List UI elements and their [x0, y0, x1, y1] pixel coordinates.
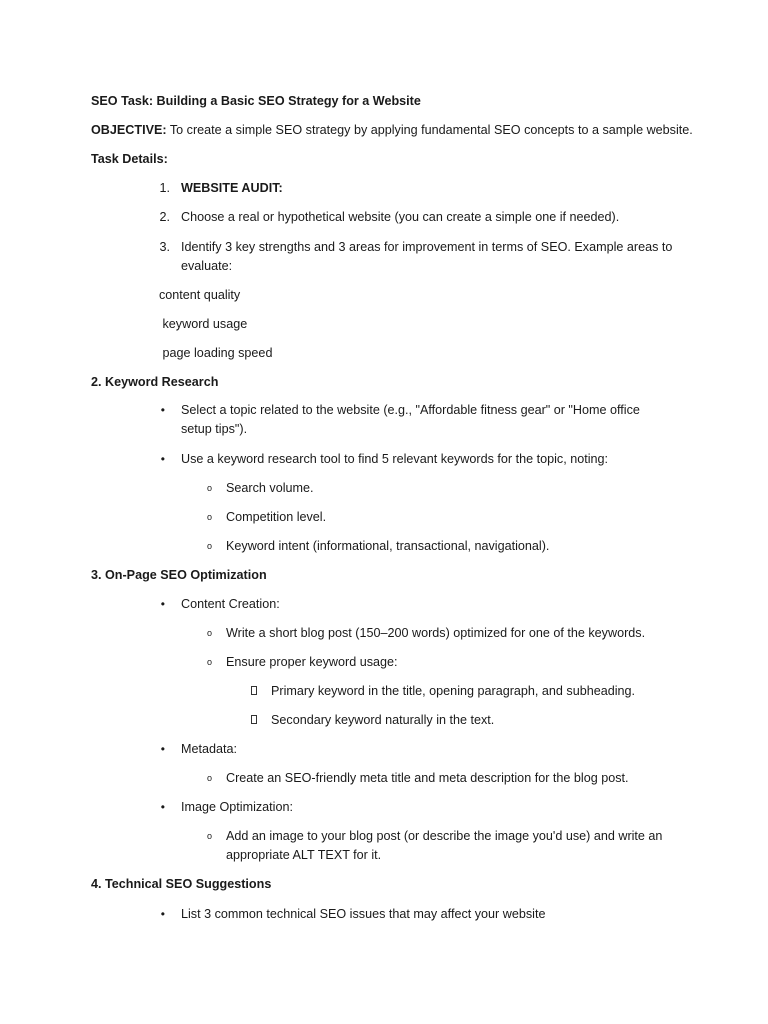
bullet-circle: o: [206, 657, 212, 667]
list-item: Metadata:: [181, 742, 238, 756]
sub-list-item: Write a short blog post (150–200 words) optimized for one of the keywords.: [226, 626, 646, 640]
bullet-circle: o: [206, 541, 212, 551]
list-number: 2.: [159, 210, 170, 224]
bullet-box-icon: [247, 682, 257, 701]
bullet-circle: o: [206, 628, 212, 638]
list-number: 3.: [159, 240, 170, 254]
task-details-heading: Task Details:: [91, 152, 168, 166]
list-item: Image Optimization:: [181, 800, 293, 814]
bullet-dot: •: [160, 452, 165, 466]
bullet-circle: o: [206, 773, 212, 783]
eval-area: keyword usage: [159, 317, 248, 331]
list-item: Select a topic related to the website (e.g., "Affordable fitness gear" or "Home office setup tips").: [181, 403, 640, 436]
sub-list-item: Add an image to your blog post (or describe the image you'd use) and write an appropriate ALT TEXT for it.: [226, 829, 663, 862]
objective-label: OBJECTIVE:: [91, 123, 167, 137]
bullet-dot: •: [160, 907, 165, 921]
section-heading-on-page-seo: 3. On-Page SEO Optimization: [91, 568, 267, 582]
bullet-dot: •: [160, 742, 165, 756]
list-number: 1.: [159, 181, 170, 195]
sub-list-item: Ensure proper keyword usage:: [226, 655, 398, 669]
bullet-circle: o: [206, 512, 212, 522]
sub-sub-list-item: Secondary keyword naturally in the text.: [271, 713, 495, 727]
objective-line: [91, 121, 693, 140]
section-heading-technical-seo: 4. Technical SEO Suggestions: [91, 877, 272, 891]
list-item: Use a keyword research tool to find 5 relevant keywords for the topic, noting:: [181, 452, 609, 466]
eval-area: content quality: [159, 288, 241, 302]
sub-list-item: Competition level.: [226, 510, 327, 524]
sub-list-item: Keyword intent (informational, transactional, navigational).: [226, 539, 550, 553]
bullet-dot: •: [160, 403, 165, 417]
list-item: Choose a real or hypothetical website (you can create a simple one if needed).: [181, 210, 620, 224]
list-item: Content Creation:: [181, 597, 280, 611]
eval-area: page loading speed: [159, 346, 273, 360]
sub-sub-list-item: Primary keyword in the title, opening paragraph, and subheading.: [271, 684, 636, 698]
bullet-circle: o: [206, 483, 212, 493]
section-heading-keyword-research: 2. Keyword Research: [91, 375, 219, 389]
bullet-circle: o: [206, 831, 212, 841]
bullet-dot: •: [160, 597, 165, 611]
objective-text: To create a simple SEO strategy by applying fundamental SEO concepts to a sample website.: [169, 123, 693, 137]
document-title: SEO Task: Building a Basic SEO Strategy for a Website: [91, 94, 421, 108]
sub-list-item: Create an SEO-friendly meta title and meta description for the blog post.: [226, 771, 629, 785]
list-item: Identify 3 key strengths and 3 areas for improvement in terms of SEO. Example areas to evaluate:: [181, 240, 673, 273]
list-item: List 3 common technical SEO issues that may affect your website: [181, 907, 546, 921]
bullet-box-icon: [247, 711, 257, 730]
bullet-dot: •: [160, 800, 165, 814]
sub-list-item: Search volume.: [226, 481, 314, 495]
website-audit-label: WEBSITE AUDIT:: [181, 181, 283, 195]
